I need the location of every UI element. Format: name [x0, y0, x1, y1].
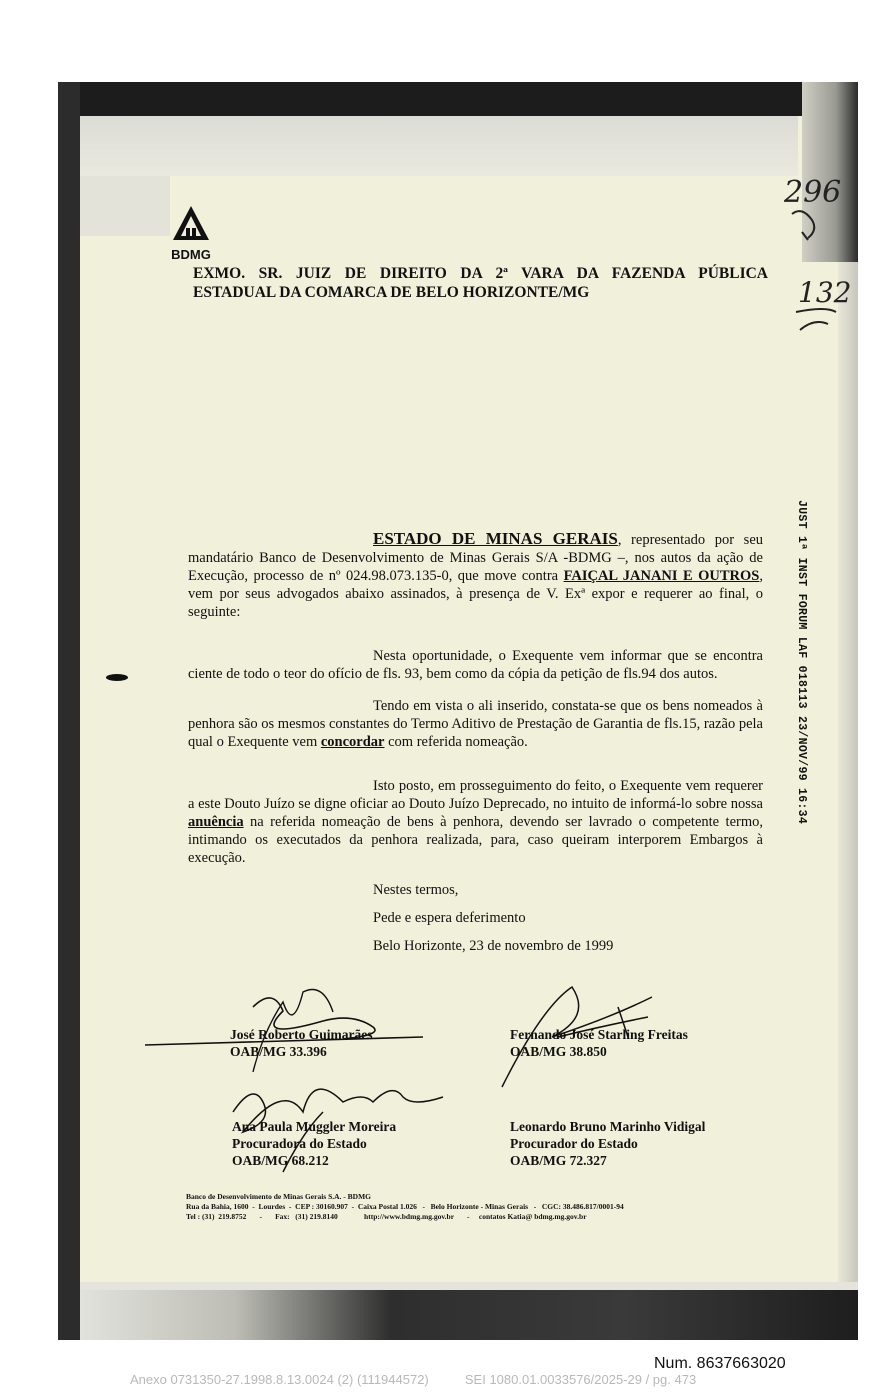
folio-number-2: 132 — [798, 276, 852, 309]
footer-line-3: Tel : (31) 219.8752 - Fax: (31) 219.8140 http://www.bdmg.mg.gov.br - contatos Katia@ bdmg.mg.gov.br — [186, 1212, 587, 1221]
paragraph-1-text-a: , representado por seu mandatário Banco de Desenvolvimento de Minas Gerais S/A -BDMG –, nos autos da ação de Execução, processo de nº 024.98.073.135-0, que move contra — [188, 532, 764, 584]
signatory-role-4: Procurador do Estado — [510, 1136, 638, 1151]
closing-line-1: Nestes termos, — [373, 882, 459, 898]
paragraph-3 — [188, 697, 763, 751]
heading-line-2: ESTADUAL DA COMARCA DE BELO HORIZONTE/MG — [193, 284, 590, 301]
handwritten-folio-marks — [778, 162, 858, 352]
plaintiff-name: ESTADO DE MINAS GERAIS — [373, 529, 618, 548]
closing-date: Belo Horizonte, 23 de novembro de 1999 — [373, 938, 614, 954]
letterhead-footer — [186, 1192, 786, 1222]
addressee-heading — [193, 264, 768, 302]
page-metadata: Anexo 0731350-27.1998.8.13.0024 (2) (111944572) SEI 1080.01.0033576/2025-29 / pg. 473 — [130, 1372, 697, 1387]
scan-paper-overlap-2 — [80, 176, 170, 236]
footer-line-2: Rua da Bahia, 1600 - Lourdes - CEP : 30160.907 - Caixa Postal 1.026 - Belo Horizonte - Minas Gerais - CGC: 38.486.817/0001-94 — [186, 1202, 624, 1211]
footer-line-1: Banco de Desenvolvimento de Minas Gerais S.A. - BDMG — [186, 1192, 371, 1201]
signatory-oab-3: OAB/MG 68.212 — [232, 1153, 329, 1168]
scan-left-edge — [58, 82, 80, 1340]
signature-block-1 — [230, 1026, 372, 1060]
signatory-oab-2: OAB/MG 38.850 — [510, 1044, 607, 1059]
paragraph-4 — [188, 777, 763, 867]
closing-line-2: Pede e espera deferimento — [373, 910, 526, 926]
scanned-page — [58, 82, 858, 1340]
protocol-stamp — [788, 500, 808, 825]
protocol-stamp-text: JUST 1ª INST FORUM LAF 018113 23/NOV/99 16:34 — [795, 500, 808, 825]
bdmg-logo — [166, 204, 216, 262]
document-number: Num. 8637663020 — [654, 1355, 786, 1372]
heading-line-1: EXMO. SR. JUIZ DE DIREITO DA 2ª VARA DA FAZENDA PÚBLICA — [193, 265, 768, 282]
margin-mark — [106, 674, 128, 681]
paragraph-1 — [188, 530, 763, 621]
signature-block-2 — [510, 1026, 688, 1060]
paragraph-4-text-a: Isto posto, em prosseguimento do feito, o Exequente vem requerer a este Douto Juízo se digne oficiar ao Douto Juízo Deprecado, no intuito de informá-lo sobre nossa — [188, 778, 763, 812]
scan-bottom-band — [80, 1290, 858, 1340]
defendants-name: FAIÇAL JANANI E OUTROS — [563, 568, 760, 584]
bdmg-logo-icon — [171, 204, 211, 242]
paragraph-1-text-b: , vem por seus advogados abaixo assinados, à presença de V. Exª expor e requerer ao final, o seguinte: — [188, 568, 763, 620]
closing-block — [373, 881, 763, 965]
paragraph-4-text-b: na referida nomeação de bens à penhora, devendo ser lavrado o competente termo, intimando os executados da penhora realizada, para, caso queiram interporem Embargos à execução. — [188, 814, 763, 866]
petition-body — [188, 530, 763, 965]
scan-right-edge-lower — [838, 262, 858, 1340]
signatory-role-3: Procuradora do Estado — [232, 1136, 367, 1151]
signatory-name-2: Fernando José Starling Freitas — [510, 1027, 688, 1042]
concordar-emphasis: concordar — [320, 734, 385, 750]
logo-text: BDMG — [171, 247, 211, 262]
signatory-name-1: José Roberto Guimarães — [230, 1027, 373, 1042]
paragraph-3-text-b: com referida nomeação. — [384, 734, 528, 750]
anuencia-emphasis: anuência — [188, 814, 244, 830]
signatory-oab-4: OAB/MG 72.327 — [510, 1153, 607, 1168]
signature-block-4 — [510, 1118, 705, 1169]
paragraph-3-text-a: Tendo em vista o ali inserido, constata-se que os bens nomeados à penhora são os mesmos constantes do Termo Aditivo de Prestação de Garantia de fls.15, razão pela qual o Exequente vem — [188, 698, 763, 750]
scan-top-band — [80, 82, 858, 116]
paragraph-2: Nesta oportunidade, o Exequente vem informar que se encontra ciente de todo o teor do ofício de fls. 93, bem como da cópia da petição de fls.94 dos autos. — [188, 648, 763, 682]
signatory-name-3: Ana Paula Muggler Moreira — [232, 1119, 397, 1134]
folio-number-1: 296 — [784, 175, 842, 210]
signatory-name-4: Leonardo Bruno Marinho Vidigal — [510, 1119, 706, 1134]
scan-bottom-light — [80, 1282, 858, 1290]
signatory-oab-1: OAB/MG 33.396 — [230, 1044, 327, 1059]
scan-paper-overlap — [80, 116, 798, 176]
signature-block-3 — [232, 1118, 396, 1169]
